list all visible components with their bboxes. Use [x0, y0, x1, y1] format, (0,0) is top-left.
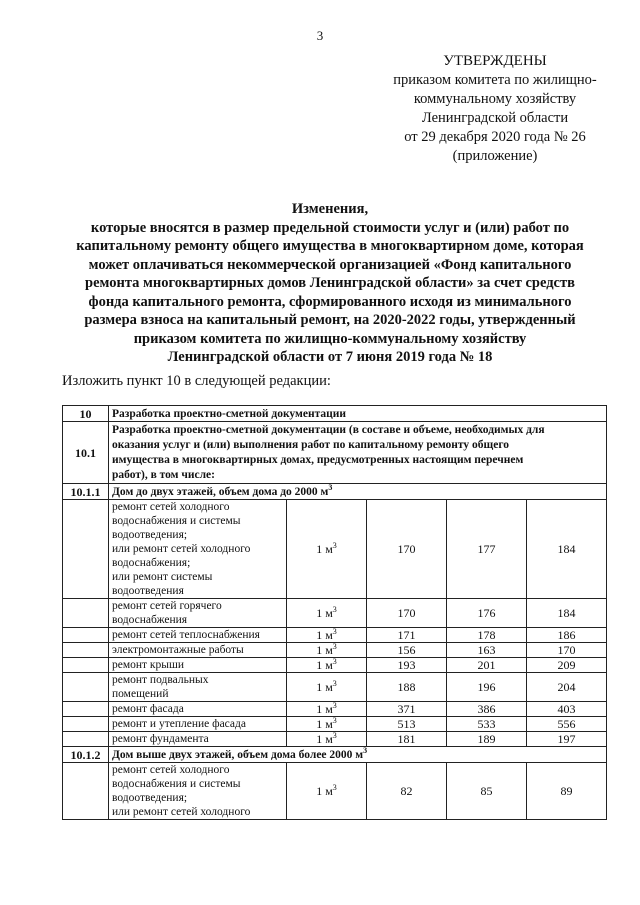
section-title-text: Дом до двух этажей, объем дома до 2000 м [112, 485, 329, 498]
description-line: имущества в многоквартирных домах, предусмотренных настоящим перечнем [112, 453, 524, 466]
work-name [109, 643, 287, 658]
heading-line: размера взноса на капитальный ремонт, на 2020-2022 годы, утвержденный [84, 312, 576, 328]
section-title [109, 747, 607, 763]
price-2021: 178 [447, 628, 527, 643]
superscript: 3 [332, 541, 337, 550]
unit-cell [287, 732, 367, 747]
unit-text: 1 м [316, 702, 333, 716]
unit-text: 1 м [316, 680, 333, 694]
price-2020: 181 [367, 732, 447, 747]
empty-cell [63, 717, 109, 732]
superscript: 3 [363, 745, 368, 755]
intro-text: Изложить пункт 10 в следующей редакции: [62, 373, 331, 389]
price-2022: 184 [527, 599, 607, 628]
price-2022: 170 [527, 643, 607, 658]
table-row [63, 658, 607, 673]
empty-cell [63, 658, 109, 673]
row-number: 10.1.1 [63, 484, 109, 500]
table-row [63, 500, 607, 599]
price-2022: 209 [527, 658, 607, 673]
work-name-line: ремонт и утепление фасада [112, 718, 246, 730]
price-2021: 386 [447, 702, 527, 717]
heading-line: приказом комитета по жилищно-коммунальному хозяйству [133, 330, 527, 347]
superscript: 3 [332, 701, 337, 710]
price-2021: 176 [447, 599, 527, 628]
work-name [109, 500, 287, 599]
empty-cell [63, 628, 109, 643]
price-2022: 89 [527, 763, 607, 820]
document-heading [40, 200, 620, 367]
row-description [109, 422, 607, 484]
heading-line: Ленинградской области от 7 июня 2019 года № 18 [167, 349, 493, 365]
table-row [63, 763, 607, 820]
price-2022: 184 [527, 500, 607, 599]
row-number: 10.1 [63, 422, 109, 484]
work-name-line: ремонт подвальных [112, 674, 209, 686]
heading-line: фонда капитального ремонта, сформированного исходя из минимального [88, 293, 572, 310]
price-2020: 193 [367, 658, 447, 673]
work-name-line: водоотведения; [112, 529, 188, 541]
work-name [109, 599, 287, 628]
approval-line: приказом комитета по жилищно- [393, 72, 597, 88]
row-number: 10.1.2 [63, 747, 109, 763]
work-name-line: водоснабжения [112, 614, 188, 626]
work-name-line: ремонт сетей холодного [112, 764, 230, 776]
section-header [63, 484, 607, 500]
empty-cell [63, 732, 109, 747]
work-name-line: или ремонт системы [112, 571, 213, 583]
section-1-rows [63, 500, 607, 747]
heading-line: ремонта многоквартирных домов Ленинградской области» за счет средств [85, 275, 575, 291]
price-2022: 403 [527, 702, 607, 717]
unit-cell [287, 643, 367, 658]
unit-cell [287, 702, 367, 717]
unit-cell [287, 673, 367, 702]
superscript: 3 [332, 627, 337, 636]
work-name-line: или ремонт сетей холодного [112, 806, 251, 818]
superscript: 3 [332, 679, 337, 688]
table-row-10-1 [63, 422, 607, 484]
table-row [63, 732, 607, 747]
work-name-line: водоснабжения и системы [112, 778, 241, 790]
price-2022: 204 [527, 673, 607, 702]
price-2022: 556 [527, 717, 607, 732]
superscript: 3 [328, 482, 333, 492]
unit-cell [287, 599, 367, 628]
price-2021: 533 [447, 717, 527, 732]
price-2020: 82 [367, 763, 447, 820]
unit-text: 1 м [316, 542, 333, 556]
superscript: 3 [332, 605, 337, 614]
unit-text: 1 м [316, 628, 333, 642]
empty-cell [63, 643, 109, 658]
cost-table [62, 405, 607, 820]
work-name-line: ремонт фасада [112, 703, 184, 715]
price-2021: 85 [447, 763, 527, 820]
work-name-line: ремонт крыши [112, 659, 185, 671]
work-name [109, 702, 287, 717]
unit-cell [287, 717, 367, 732]
work-name-line: ремонт сетей теплоснабжения [112, 629, 260, 641]
description-line: оказания услуг и (или) выполнения работ по капитальному ремонту общего [112, 438, 510, 451]
price-2021: 201 [447, 658, 527, 673]
price-2022: 186 [527, 628, 607, 643]
superscript: 3 [332, 716, 337, 725]
row-title: Разработка проектно-сметной документации [109, 406, 607, 422]
price-2022: 197 [527, 732, 607, 747]
row-number: 10 [63, 406, 109, 422]
page-number: 3 [316, 28, 324, 43]
description-line: работ), в том числе: [112, 468, 215, 481]
price-2020: 513 [367, 717, 447, 732]
superscript: 3 [332, 642, 337, 651]
unit-text: 1 м [316, 643, 333, 657]
work-name-line: водоотведения [112, 585, 184, 597]
unit-cell [287, 763, 367, 820]
work-name-line: или ремонт сетей холодного [112, 543, 251, 555]
price-2020: 188 [367, 673, 447, 702]
superscript: 3 [332, 783, 337, 792]
unit-cell [287, 500, 367, 599]
empty-cell [63, 763, 109, 820]
work-name-line: водоснабжения и системы [112, 515, 241, 527]
table-row [63, 599, 607, 628]
price-2021: 196 [447, 673, 527, 702]
description-line: Разработка проектно-сметной документации (в составе и объеме, необходимых для [112, 423, 545, 436]
approval-line: коммунальному хозяйству [413, 91, 577, 107]
price-2021: 163 [447, 643, 527, 658]
work-name [109, 763, 287, 820]
work-name-line: помещений [112, 688, 169, 700]
superscript: 3 [332, 731, 337, 740]
superscript: 3 [332, 657, 337, 666]
unit-cell [287, 628, 367, 643]
work-name [109, 658, 287, 673]
heading-line: которые вносятся в размер предельной стоимости услуг и (или) работ по [90, 219, 570, 236]
table-row [63, 628, 607, 643]
table-row-10 [63, 406, 607, 422]
work-name [109, 673, 287, 702]
heading-line: может оплачиваться некоммерческой организацией «Фонд капитального [88, 256, 572, 273]
section-title-text: Дом выше двух этажей, объем дома более 2000 м [112, 748, 364, 761]
table-row [63, 673, 607, 702]
unit-text: 1 м [316, 732, 333, 746]
work-name-line: ремонт сетей холодного [112, 501, 230, 513]
unit-text: 1 м [316, 717, 333, 731]
unit-text: 1 м [316, 606, 333, 620]
approval-title: УТВЕРЖДЕНЫ [443, 53, 547, 69]
table-row [63, 717, 607, 732]
work-name [109, 732, 287, 747]
table-row [63, 702, 607, 717]
work-name [109, 628, 287, 643]
heading-line: капитальному ремонту общего имущества в многоквартирном доме, которая [76, 238, 584, 254]
work-name-line: водоснабжения; [112, 557, 191, 569]
section-2-rows [63, 763, 607, 820]
approval-line: от 29 декабря 2020 года № 26 [404, 129, 586, 145]
empty-cell [63, 673, 109, 702]
unit-text: 1 м [316, 784, 333, 798]
unit-cell [287, 658, 367, 673]
empty-cell [63, 500, 109, 599]
work-name-line: ремонт сетей горячего [112, 600, 222, 612]
work-name-line: водоотведения; [112, 792, 188, 804]
section-title [109, 484, 607, 500]
approval-line: Ленинградской области [421, 110, 569, 126]
approval-line: (приложение) [452, 148, 538, 164]
price-2020: 171 [367, 628, 447, 643]
work-name-line: ремонт фундамента [112, 733, 209, 745]
price-2020: 170 [367, 500, 447, 599]
price-2020: 371 [367, 702, 447, 717]
table-row [63, 643, 607, 658]
price-2021: 177 [447, 500, 527, 599]
heading-title: Изменения, [291, 201, 369, 217]
work-name [109, 717, 287, 732]
price-2020: 170 [367, 599, 447, 628]
price-2021: 189 [447, 732, 527, 747]
unit-text: 1 м [316, 658, 333, 672]
section-header [63, 747, 607, 763]
work-name-line: электромонтажные работы [112, 644, 244, 656]
empty-cell [63, 599, 109, 628]
price-2020: 156 [367, 643, 447, 658]
empty-cell [63, 702, 109, 717]
approval-block [380, 52, 610, 166]
